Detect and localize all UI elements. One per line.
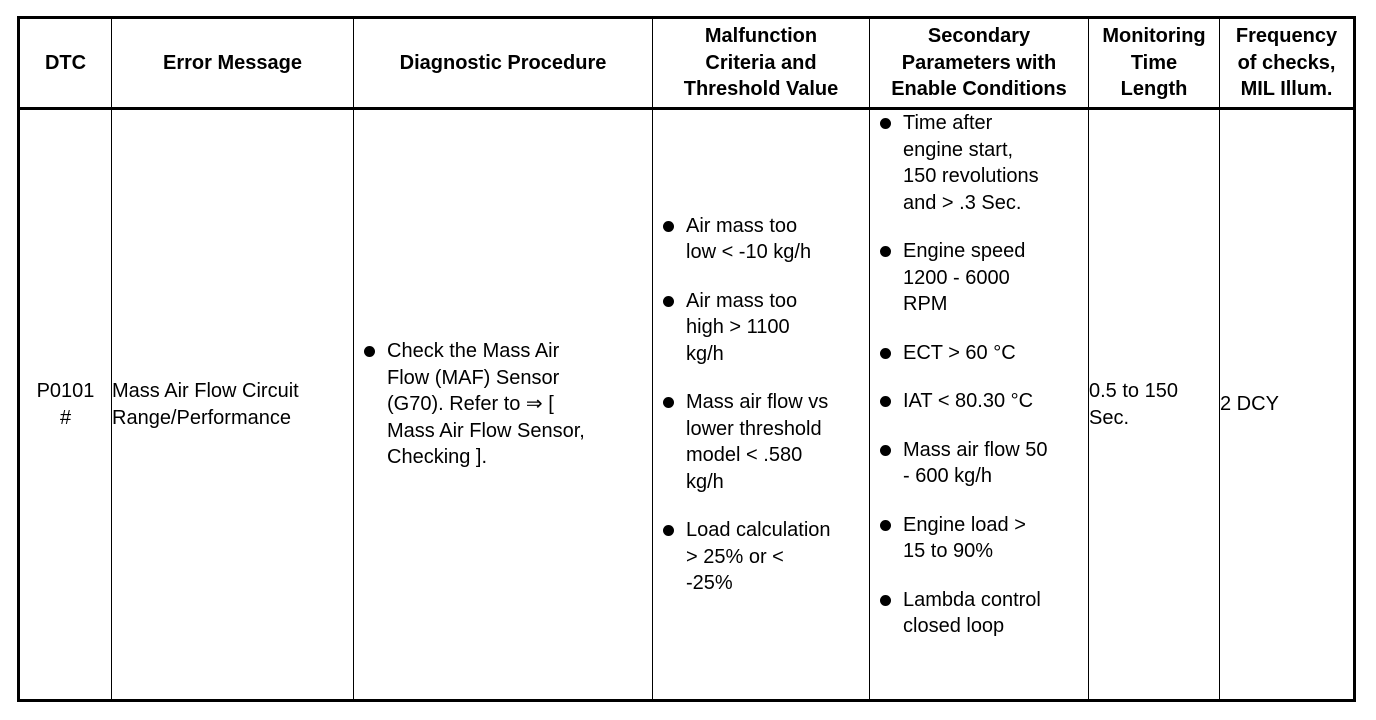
list-item: Time after engine start, 150 revolutions and > .3 Sec. <box>870 110 1084 216</box>
list-item: Engine speed 1200 - 6000 RPM <box>870 238 1084 318</box>
diagnostic-procedure-cell <box>354 109 653 701</box>
dtc-code-cell: P0101 # <box>19 109 112 701</box>
header-frequency: Frequency of checks, MIL Illum. <box>1220 18 1355 109</box>
monitoring-time-cell: 0.5 to 150 Sec. <box>1089 109 1220 701</box>
list-item: Mass air flow 50 - 600 kg/h <box>870 437 1084 490</box>
header-secondary-parameters: Secondary Parameters with Enable Conditions <box>870 18 1089 109</box>
frequency-cell: 2 DCY <box>1220 109 1355 701</box>
malfunction-criteria-cell <box>653 109 870 701</box>
header-dtc: DTC <box>19 18 112 109</box>
header-monitoring-time: Monitoring Time Length <box>1089 18 1220 109</box>
secondary-parameters-list <box>870 110 1088 640</box>
list-item: Air mass too low < -10 kg/h <box>653 213 865 266</box>
table-row <box>19 109 1355 701</box>
header-malfunction-criteria: Malfunction Criteria and Threshold Value <box>653 18 870 109</box>
list-item: IAT < 80.30 °C <box>870 388 1084 415</box>
list-item: Air mass too high > 1100 kg/h <box>653 288 865 368</box>
error-message-cell: Mass Air Flow Circuit Range/Performance <box>112 109 354 701</box>
header-error-message: Error Message <box>112 18 354 109</box>
list-item: Engine load > 15 to 90% <box>870 512 1084 565</box>
list-item: Lambda control closed loop <box>870 587 1084 640</box>
list-item: Load calculation > 25% or < -25% <box>653 517 865 597</box>
header-diagnostic-procedure: Diagnostic Procedure <box>354 18 653 109</box>
header-row <box>19 18 1355 109</box>
list-item: ECT > 60 °C <box>870 340 1084 367</box>
secondary-parameters-cell <box>870 109 1089 701</box>
diagnostic-procedure-list <box>354 338 652 471</box>
list-item: Check the Mass Air Flow (MAF) Sensor (G70). Refer to ⇒ [ Mass Air Flow Sensor, Checking ]. <box>354 338 648 471</box>
dtc-table <box>17 16 1356 702</box>
malfunction-criteria-list <box>653 213 869 597</box>
list-item: Mass air flow vs lower threshold model < .580 kg/h <box>653 389 865 495</box>
